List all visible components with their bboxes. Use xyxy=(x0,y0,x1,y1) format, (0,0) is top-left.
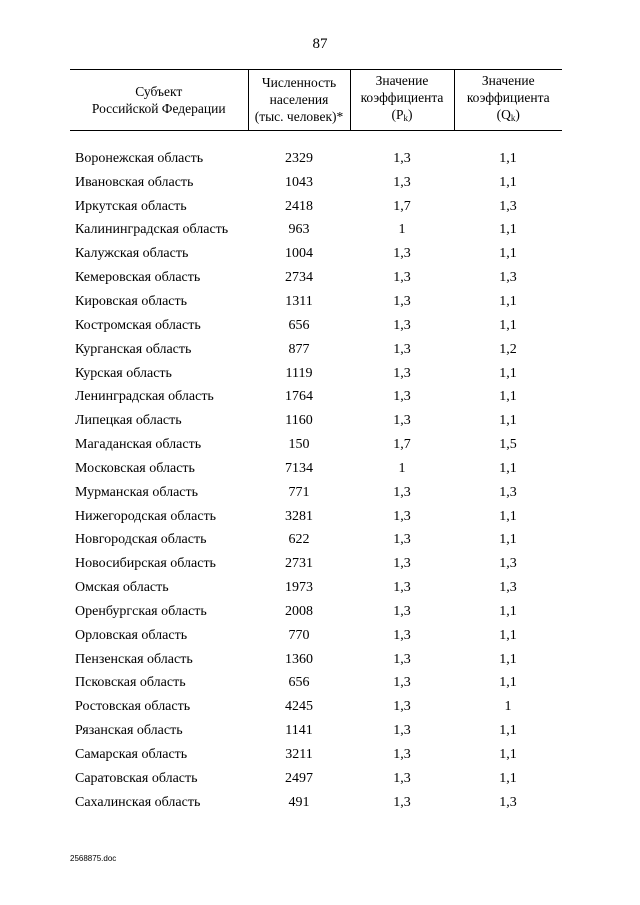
q-coefficient-cell: 1,1 xyxy=(499,627,517,643)
p-coefficient-cell: 1,3 xyxy=(393,270,411,286)
p-coefficient-cell: 1,3 xyxy=(393,413,411,429)
p-coefficient-cell: 1,3 xyxy=(393,794,411,810)
table-row xyxy=(70,385,562,409)
p-coefficient-cell: 1 xyxy=(398,460,406,476)
region-cell: Ростовская область xyxy=(75,699,191,715)
header-q-line-3 xyxy=(455,106,563,127)
region-cell: Липецкая область xyxy=(75,413,182,429)
table-row xyxy=(70,314,562,338)
header-row xyxy=(70,70,562,131)
population-cell: 877 xyxy=(288,341,310,357)
p-coefficient-cell: 1,7 xyxy=(393,198,411,214)
header-spacer xyxy=(70,131,562,148)
table-row xyxy=(70,767,562,791)
table-row xyxy=(70,600,562,624)
table-row xyxy=(70,505,562,529)
p-coefficient-cell: 1,3 xyxy=(393,556,411,572)
table-row xyxy=(70,529,562,553)
region-cell: Кемеровская область xyxy=(75,270,201,286)
p-coefficient-cell: 1,3 xyxy=(393,389,411,405)
population-cell: 2329 xyxy=(285,150,313,166)
q-coefficient-cell: 1,1 xyxy=(499,508,517,524)
header-region-line-1: Субъект xyxy=(135,83,183,99)
region-cell: Ивановская область xyxy=(75,174,194,190)
population-cell: 1004 xyxy=(285,246,313,262)
p-coefficient-cell: 1,3 xyxy=(393,246,411,262)
coefficients-table-container xyxy=(70,69,562,815)
population-cell: 1311 xyxy=(285,293,313,309)
header-p-coefficient xyxy=(350,70,454,131)
p-coefficient-cell: 1,3 xyxy=(393,365,411,381)
q-coefficient-cell: 1,1 xyxy=(499,365,517,381)
population-cell: 771 xyxy=(288,484,310,500)
q-coefficient-cell: 1,3 xyxy=(499,484,517,500)
header-population xyxy=(248,70,350,131)
table-row xyxy=(70,433,562,457)
q-coefficient-cell: 1,2 xyxy=(499,341,517,357)
population-cell: 4245 xyxy=(285,699,313,715)
header-region xyxy=(70,70,248,131)
region-cell: Калужская область xyxy=(75,246,189,262)
table-row xyxy=(70,147,562,171)
table-row xyxy=(70,242,562,266)
region-cell: Рязанская область xyxy=(75,723,183,739)
region-cell: Калининградская область xyxy=(75,222,229,238)
q-coefficient-cell: 1,1 xyxy=(499,317,517,333)
population-cell: 2497 xyxy=(285,770,313,786)
header-q-close: ) xyxy=(515,107,520,122)
region-cell: Ленинградская область xyxy=(75,389,214,405)
population-cell: 770 xyxy=(288,627,310,643)
q-coefficient-cell: 1,1 xyxy=(499,532,517,548)
table-row xyxy=(70,743,562,767)
table-row xyxy=(70,648,562,672)
q-coefficient-cell: 1 xyxy=(504,699,512,715)
q-coefficient-cell: 1,3 xyxy=(499,270,517,286)
population-cell: 3211 xyxy=(285,747,313,763)
header-q-line-1: Значение xyxy=(481,73,535,88)
population-cell: 3281 xyxy=(285,508,313,524)
table-row xyxy=(70,791,562,815)
region-cell: Самарская область xyxy=(75,747,188,763)
table-row xyxy=(70,195,562,219)
q-coefficient-cell: 1,1 xyxy=(499,747,517,763)
population-cell: 1973 xyxy=(285,580,313,596)
header-q-symbol: (Q xyxy=(496,107,511,122)
table-row xyxy=(70,219,562,243)
header-population-line-1: Численность xyxy=(261,75,337,90)
p-coefficient-cell: 1,3 xyxy=(393,651,411,667)
region-cell: Курская область xyxy=(75,365,172,381)
population-cell: 1119 xyxy=(285,365,313,381)
header-region-line-2: Российской Федерации xyxy=(91,100,226,116)
header-p-close: ) xyxy=(408,107,413,122)
q-coefficient-cell: 1,1 xyxy=(499,460,517,476)
p-coefficient-cell: 1,3 xyxy=(393,770,411,786)
q-coefficient-cell: 1,5 xyxy=(499,437,517,453)
region-cell: Новгородская область xyxy=(75,532,207,548)
header-q-line-2: коэффициента xyxy=(466,90,550,105)
table-row xyxy=(70,338,562,362)
table-row xyxy=(70,576,562,600)
q-coefficient-cell: 1,3 xyxy=(499,198,517,214)
region-cell: Новосибирская область xyxy=(75,556,216,572)
population-cell: 2418 xyxy=(285,198,313,214)
p-coefficient-cell: 1,3 xyxy=(393,699,411,715)
header-population-line-2: населения xyxy=(269,92,329,107)
p-coefficient-cell: 1,3 xyxy=(393,174,411,190)
population-cell: 2731 xyxy=(285,556,313,572)
population-cell: 1764 xyxy=(285,389,313,405)
population-cell: 1043 xyxy=(285,174,313,190)
population-cell: 963 xyxy=(288,222,310,238)
q-coefficient-cell: 1,3 xyxy=(499,794,517,810)
region-cell: Сахалинская область xyxy=(75,794,201,810)
p-coefficient-cell: 1,3 xyxy=(393,580,411,596)
q-coefficient-cell: 1,1 xyxy=(499,293,517,309)
region-cell: Нижегородская область xyxy=(75,508,217,524)
q-coefficient-cell: 1,1 xyxy=(499,389,517,405)
table-row xyxy=(70,672,562,696)
region-cell: Курганская область xyxy=(75,341,192,357)
region-cell: Орловская область xyxy=(75,627,188,643)
p-coefficient-cell: 1,3 xyxy=(393,484,411,500)
q-coefficient-cell: 1,1 xyxy=(499,651,517,667)
population-cell: 1160 xyxy=(285,413,313,429)
table-row xyxy=(70,481,562,505)
q-coefficient-cell: 1,1 xyxy=(499,603,517,619)
table-row xyxy=(70,624,562,648)
population-cell: 2734 xyxy=(285,270,313,286)
header-p-line-2: коэффициента xyxy=(360,90,444,105)
p-coefficient-cell: 1,3 xyxy=(393,603,411,619)
table-row xyxy=(70,409,562,433)
q-coefficient-cell: 1,1 xyxy=(499,770,517,786)
q-coefficient-cell: 1,3 xyxy=(499,556,517,572)
q-coefficient-cell: 1,1 xyxy=(499,150,517,166)
population-cell: 656 xyxy=(288,675,310,691)
population-cell: 491 xyxy=(288,794,310,810)
page-number: 87 xyxy=(312,36,328,52)
header-q-subscript: k xyxy=(510,113,516,123)
p-coefficient-cell: 1,3 xyxy=(393,150,411,166)
table-header xyxy=(70,70,562,131)
region-cell: Пензенская область xyxy=(75,651,193,667)
p-coefficient-cell: 1,3 xyxy=(393,723,411,739)
p-coefficient-cell: 1,3 xyxy=(393,747,411,763)
region-cell: Кировская область xyxy=(75,293,188,309)
population-cell: 656 xyxy=(288,317,310,333)
population-cell: 2008 xyxy=(285,603,313,619)
population-cell: 1360 xyxy=(285,651,313,667)
region-cell: Псковская область xyxy=(75,675,186,691)
table-row xyxy=(70,457,562,481)
region-cell: Воронежская область xyxy=(75,150,204,166)
table-row xyxy=(70,695,562,719)
header-population-line-3: (тыс. человек)* xyxy=(254,109,344,124)
p-coefficient-cell: 1,3 xyxy=(393,532,411,548)
table-row xyxy=(70,171,562,195)
header-p-symbol: (P xyxy=(391,107,404,122)
table-row xyxy=(70,266,562,290)
population-cell: 7134 xyxy=(285,460,313,476)
region-cell: Московская область xyxy=(75,460,195,476)
population-cell: 622 xyxy=(288,532,310,548)
population-cell: 1141 xyxy=(285,723,313,739)
document-filename: 2568875.doc xyxy=(70,854,117,863)
region-cell: Омская область xyxy=(75,580,169,596)
q-coefficient-cell: 1,1 xyxy=(499,222,517,238)
header-q-coefficient xyxy=(454,70,562,131)
region-cell: Магаданская область xyxy=(75,437,202,453)
region-cell: Костромская область xyxy=(75,317,201,333)
q-coefficient-cell: 1,1 xyxy=(499,723,517,739)
coefficients-table xyxy=(70,69,562,815)
region-cell: Мурманская область xyxy=(75,484,199,500)
table-row xyxy=(70,719,562,743)
p-coefficient-cell: 1 xyxy=(398,222,406,238)
population-cell: 150 xyxy=(288,437,310,453)
table-row xyxy=(70,290,562,314)
q-coefficient-cell: 1,3 xyxy=(499,580,517,596)
table-row xyxy=(70,552,562,576)
p-coefficient-cell: 1,3 xyxy=(393,508,411,524)
q-coefficient-cell: 1,1 xyxy=(499,174,517,190)
p-coefficient-cell: 1,3 xyxy=(393,341,411,357)
p-coefficient-cell: 1,7 xyxy=(393,437,411,453)
p-coefficient-cell: 1,3 xyxy=(393,317,411,333)
table-body xyxy=(70,131,562,815)
p-coefficient-cell: 1,3 xyxy=(393,675,411,691)
header-p-subscript: k xyxy=(403,113,408,123)
region-cell: Иркутская область xyxy=(75,198,187,214)
q-coefficient-cell: 1,1 xyxy=(499,413,517,429)
p-coefficient-cell: 1,3 xyxy=(393,293,411,309)
p-coefficient-cell: 1,3 xyxy=(393,627,411,643)
q-coefficient-cell: 1,1 xyxy=(499,246,517,262)
region-cell: Саратовская область xyxy=(75,770,198,786)
table-row xyxy=(70,362,562,386)
header-p-line-1: Значение xyxy=(375,73,429,88)
region-cell: Оренбургская область xyxy=(75,603,207,619)
q-coefficient-cell: 1,1 xyxy=(499,675,517,691)
header-p-line-3 xyxy=(351,106,454,127)
